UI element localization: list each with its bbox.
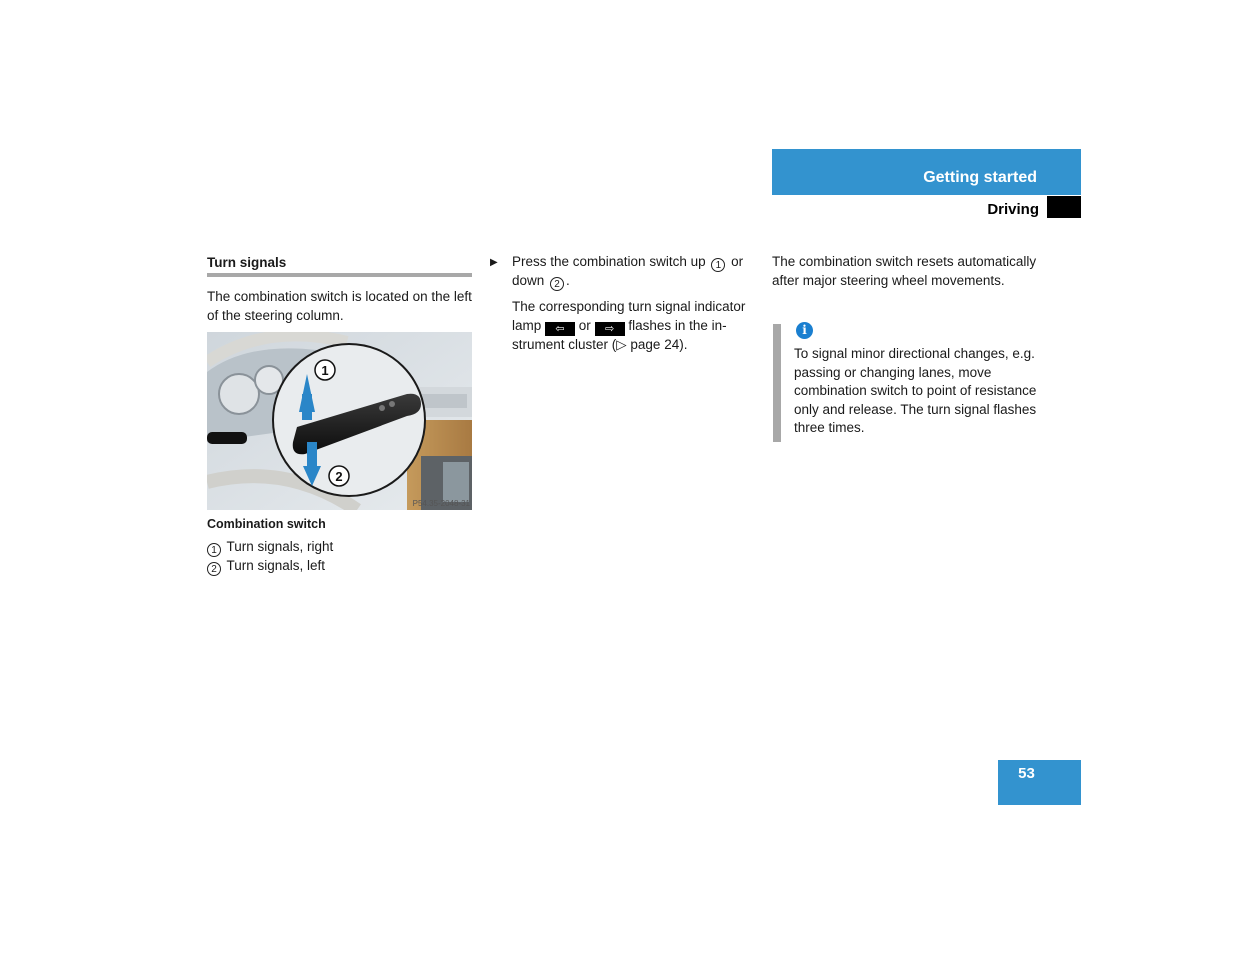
callout-1: 1	[321, 363, 329, 378]
legend-item	[207, 557, 333, 576]
figure-caption: Combination switch	[207, 517, 326, 531]
section-marker	[1047, 196, 1081, 218]
cluster-reference: strument cluster (▷ page 24).	[512, 336, 688, 352]
turn-right-lamp-icon: ⇨	[595, 322, 625, 336]
legend-number: 2	[207, 562, 221, 576]
section-title: Driving	[987, 201, 1039, 218]
bullet-arrow-icon: ▶	[490, 257, 498, 268]
step-number-1: 1	[711, 258, 725, 272]
lamp-text: lamp	[512, 317, 542, 333]
legend-text: Turn signals, right	[226, 539, 334, 554]
figure-code: P54.35-2048-31	[412, 499, 470, 508]
indicator-paragraph	[512, 298, 757, 354]
chapter-title: Getting started	[923, 169, 1037, 186]
note-text: To signal minor directional changes, e.g. passing or changing lanes, move combination switch to point of resistance only and release. The turn signal flashes three times.	[794, 346, 1037, 435]
step-number-2: 2	[550, 277, 564, 291]
combination-switch-illustration	[207, 332, 472, 510]
page-number: 53	[1018, 765, 1035, 782]
turn-left-lamp-icon: ⇦	[545, 322, 575, 336]
step-text: Press the combination switch up	[512, 254, 706, 269]
step-down: down	[512, 273, 545, 288]
lamp-or: or	[578, 317, 591, 333]
reset-paragraph: The combination switch resets automatically after major steering wheel movements.	[772, 254, 1037, 288]
note-bar	[773, 324, 781, 442]
legend-number: 1	[207, 543, 221, 557]
flashes-text: flashes in the in-	[628, 317, 727, 333]
callout-2: 2	[335, 469, 343, 484]
heading-rule	[207, 273, 472, 277]
intro-paragraph: The combination switch is located on the left of the steering column.	[207, 289, 472, 323]
legend-item	[207, 538, 333, 557]
figure-legend	[207, 538, 333, 576]
legend-text: Turn signals, left	[226, 558, 326, 573]
instruction-step	[512, 253, 757, 291]
combination-switch-figure	[207, 332, 472, 510]
indicator-text: The corresponding turn signal indicator	[512, 299, 746, 314]
step-end: .	[566, 273, 570, 288]
heading-turn-signals: Turn signals	[207, 255, 287, 270]
step-or: or	[731, 254, 744, 269]
info-icon: i	[796, 322, 813, 339]
